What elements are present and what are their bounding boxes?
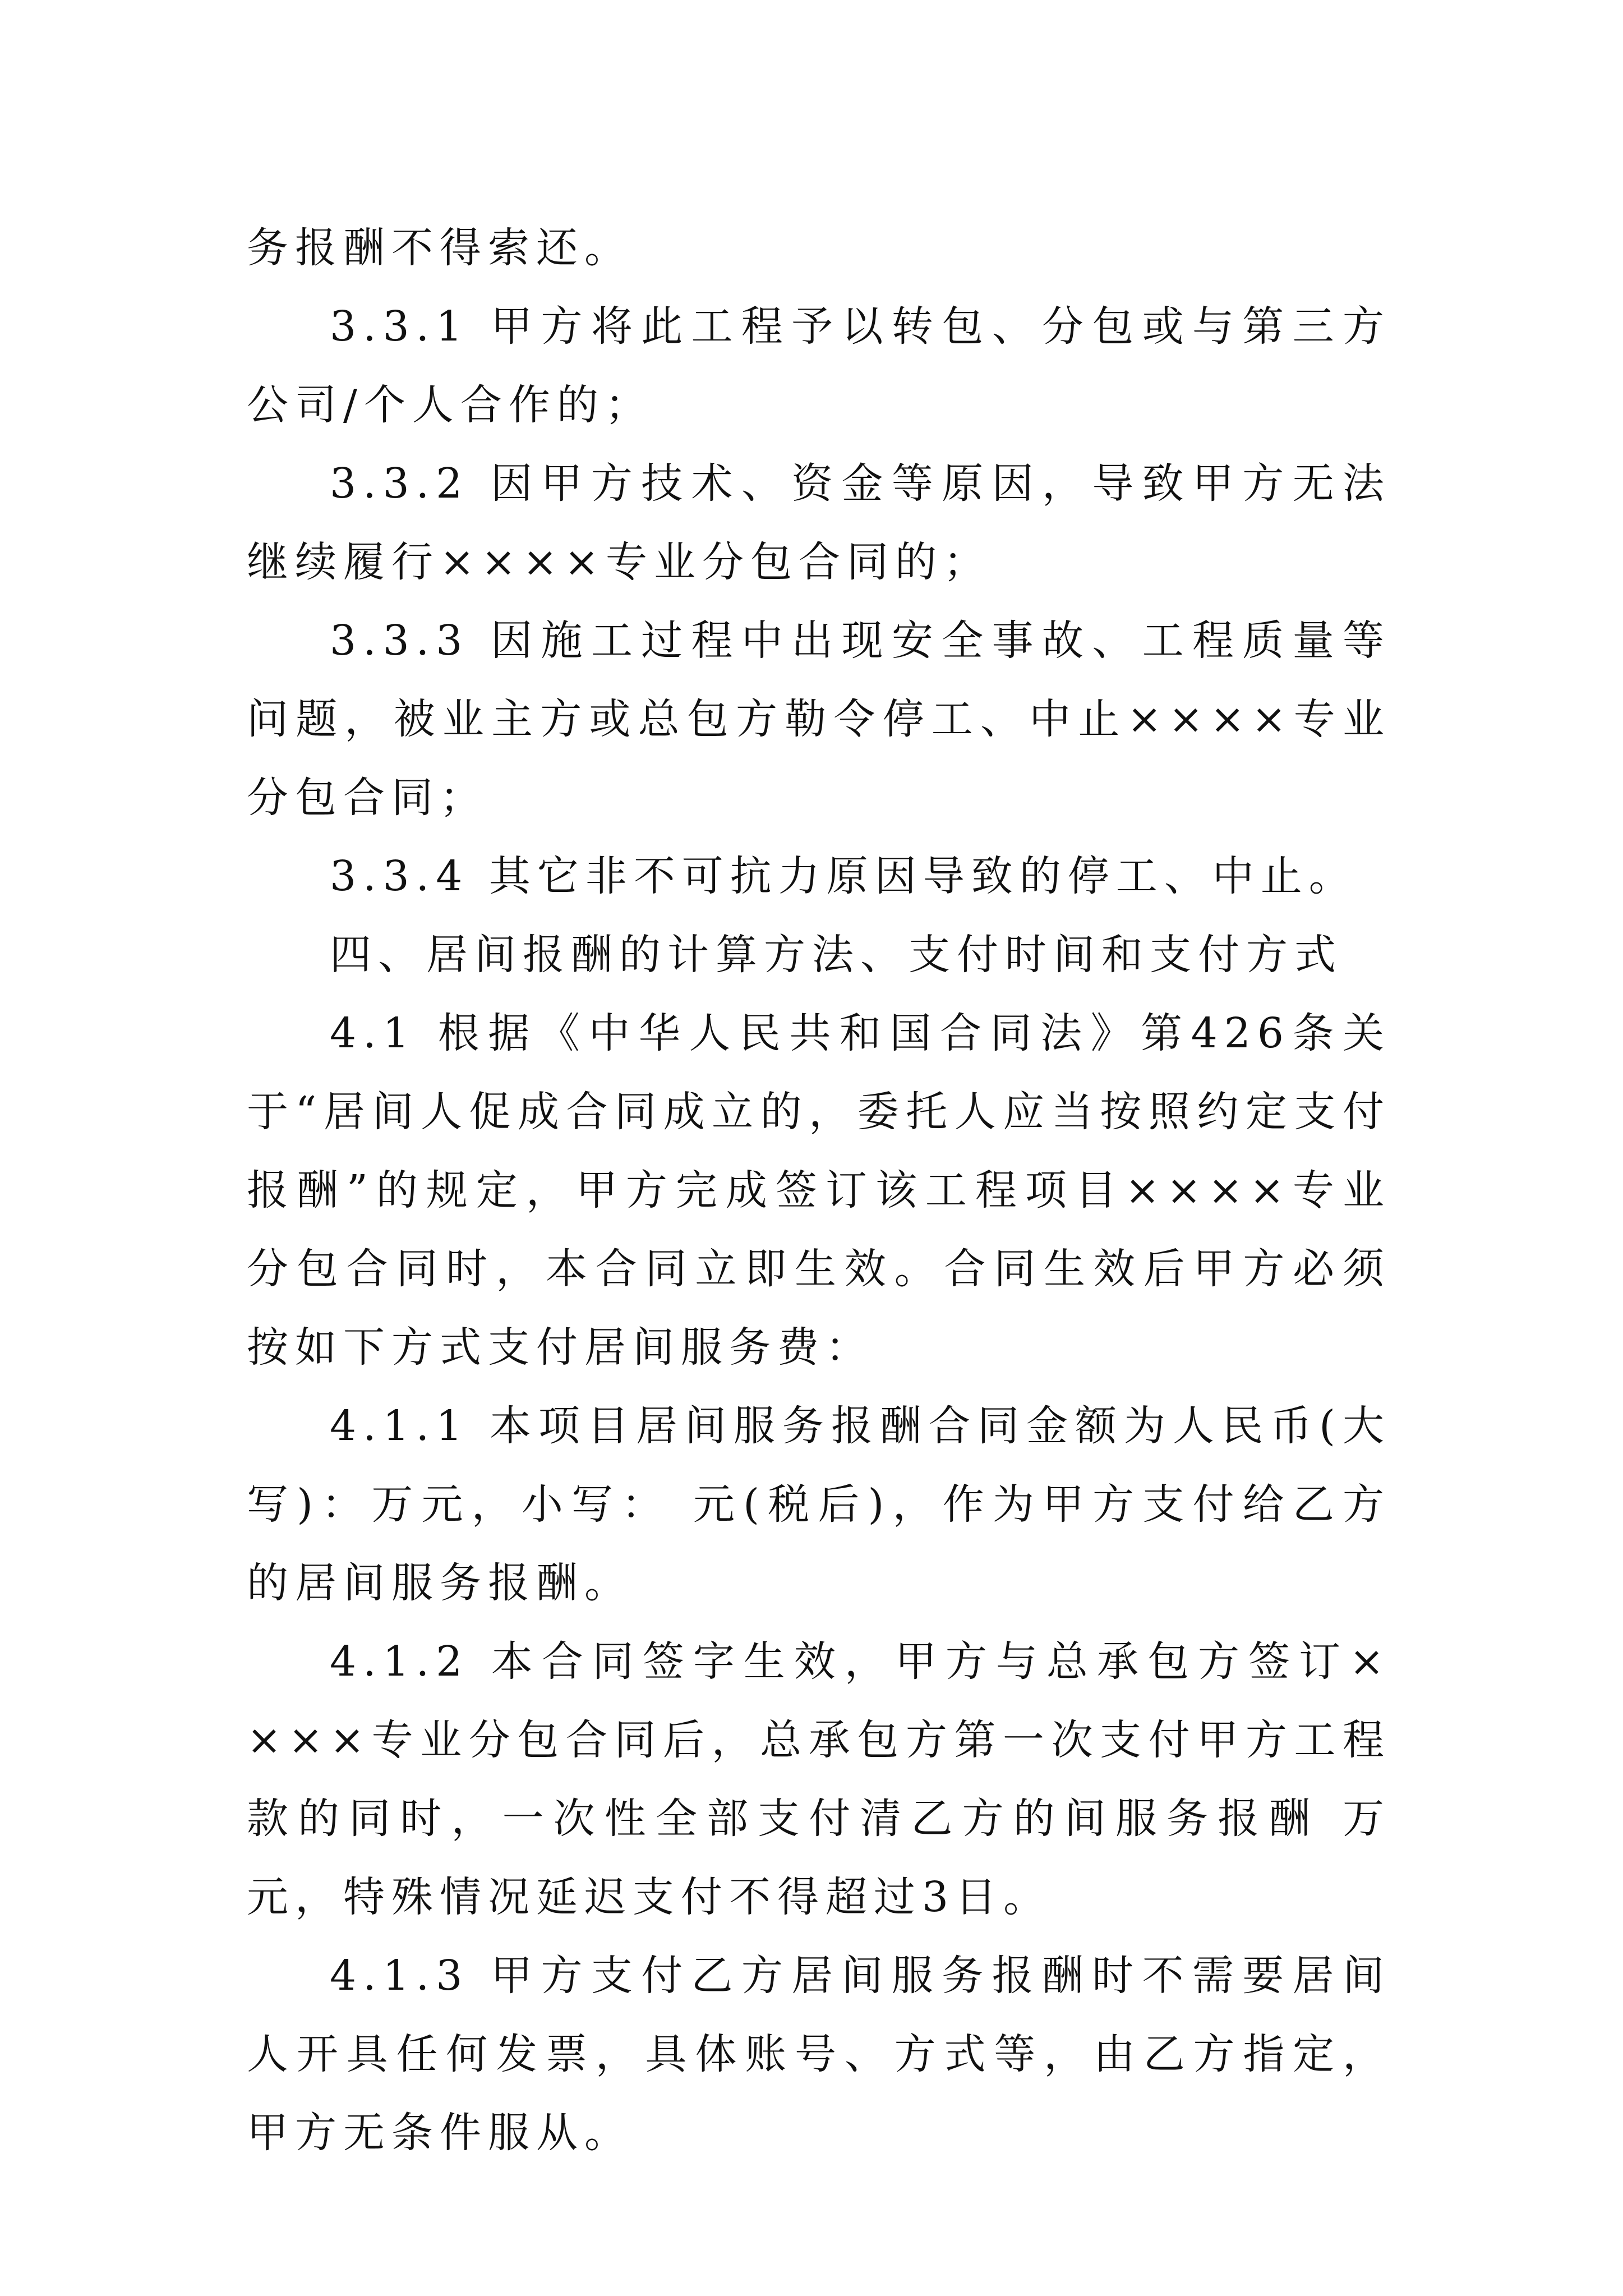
paragraph-continuation: 务报酬不得索还。 [247, 224, 633, 272]
paragraph-4-1: 4.1 根据《中华人民共和国合同法》第426条关于“居间人促成合同成立的，委托人应当按照约定支付报酬”的规定，甲方完成签订该工程项目××××专业分包合同时，本合同立即生效。合同生效后甲方必须按如下方式支付居间服务费： [247, 1009, 1391, 1372]
paragraph-4-1-3: 4.1.3 甲方支付乙方居间服务报酬时不需要居间人开具任何发票，具体账号、方式等，由乙方指定，甲方无条件服从。 [247, 1952, 1391, 2157]
paragraph-4-1-1: 4.1.1 本项目居间服务报酬合同金额为人民币(大写)：万元，小写： 元(税后)，作为甲方支付给乙方的居间服务报酬。 [247, 1402, 1391, 1607]
document-body [247, 209, 1391, 2172]
section-heading-4: 四、居间报酬的计算方法、支付时间和支付方式 [330, 931, 1343, 979]
paragraph-3-3-1: 3.3.1 甲方将此工程予以转包、分包或与第三方公司/个人合作的； [247, 302, 1391, 429]
paragraph-3-3-2: 3.3.2 因甲方技术、资金等原因，导致甲方无法继续履行××××专业分包合同的； [247, 459, 1391, 586]
paragraph-4-1-2: 4.1.2 本合同签字生效，甲方与总承包方签订××××专业分包合同后，总承包方第一次支付甲方工程款的同时，一次性全部支付清乙方的间服务报酬 万元，特殊情况延迟支付不得超过3日。 [247, 1637, 1391, 1921]
paragraph-3-3-3: 3.3.3 因施工过程中出现安全事故、工程质量等问题，被业主方或总包方勒令停工、中止××××专业分包合同； [247, 616, 1391, 822]
paragraph-3-3-4: 3.3.4 其它非不可抗力原因导致的停工、中止。 [330, 852, 1357, 900]
